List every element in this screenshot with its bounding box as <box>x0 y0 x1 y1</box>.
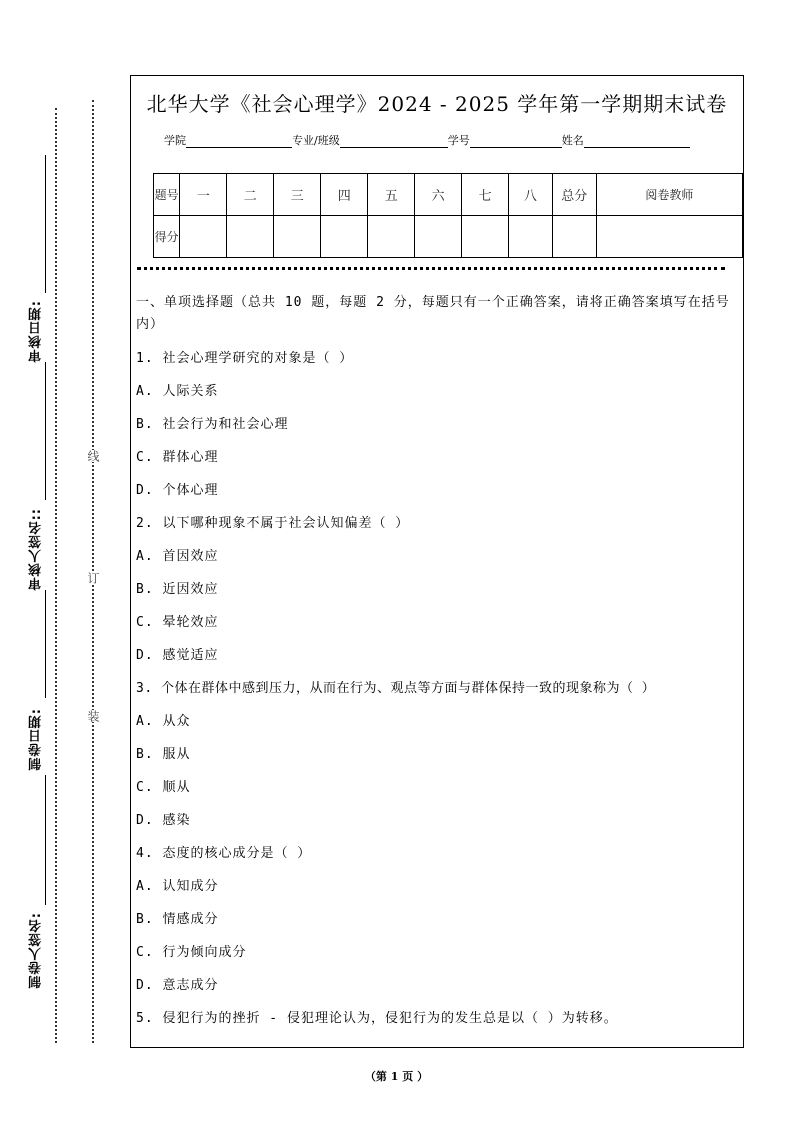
binding-margin <box>0 0 130 1122</box>
signature-line <box>45 155 46 293</box>
option-line: D. 意志成分 <box>136 978 219 993</box>
student-info-row <box>164 132 690 148</box>
score-cell[interactable] <box>509 216 552 258</box>
section1-heading: 一、单项选择题（总共 10 题，每题 2 分，每题只有一个正确答案，请将正确答案填写在括号内） <box>136 295 730 332</box>
option-line: D. 感染 <box>136 813 191 828</box>
score-cell[interactable] <box>321 216 368 258</box>
option-line: A. 从众 <box>136 714 191 729</box>
exam-title: 北华大学《社会心理学》2024 - 2025 学年第一学期期末试卷 <box>146 92 728 116</box>
question-line: 2. 以下哪种现象不属于社会认知偏差（ ） <box>136 516 410 531</box>
column-header: 三 <box>274 174 321 216</box>
option-line: D. 感觉适应 <box>136 648 219 663</box>
column-header: 一 <box>180 174 227 216</box>
paper-maker-signature-label: 制卷人签名: <box>29 912 44 989</box>
option-line: C. 晕轮效应 <box>136 615 219 630</box>
college-field[interactable] <box>186 135 292 148</box>
grader-cell[interactable] <box>596 216 742 258</box>
option-line: C. 群体心理 <box>136 450 219 465</box>
name-field[interactable] <box>584 135 690 148</box>
option-line: A. 认知成分 <box>136 879 219 894</box>
signature-line <box>45 362 46 500</box>
question-line: 1. 社会心理学研究的对象是（ ） <box>136 351 354 366</box>
option-line: A. 人际关系 <box>136 384 219 399</box>
review-date-label: 审核日期: <box>29 300 44 363</box>
student-id-field[interactable] <box>470 135 562 148</box>
column-header: 总分 <box>552 174 596 216</box>
question-number-header: 题号 <box>154 174 180 216</box>
column-header: 二 <box>227 174 274 216</box>
signature-line <box>45 775 46 905</box>
college-label: 学院 <box>164 134 186 147</box>
column-header: 八 <box>509 174 552 216</box>
option-line: A. 首因效应 <box>136 549 219 564</box>
option-line: B. 情感成分 <box>136 912 219 927</box>
option-line: C. 顺从 <box>136 780 191 795</box>
binding-mark-line: 线 <box>86 450 100 462</box>
binding-mark-bind: 装 <box>86 710 100 722</box>
option-line: B. 服从 <box>136 747 191 762</box>
column-header: 五 <box>368 174 415 216</box>
reviewer-signature-label: 审核人签名:: <box>29 508 44 591</box>
name-label: 姓名 <box>561 134 584 147</box>
major-class-field[interactable] <box>340 135 448 148</box>
question-line: 5. 侵犯行为的挫折 - 侵犯理论认为，侵犯行为的发生总是以（ ）为转移。 <box>136 1011 618 1026</box>
signature-line <box>45 590 46 698</box>
column-header: 四 <box>321 174 368 216</box>
score-cell[interactable] <box>462 216 509 258</box>
exam-page-frame <box>130 75 744 1048</box>
score-cell[interactable] <box>415 216 462 258</box>
total-score-cell[interactable] <box>552 216 596 258</box>
option-line: C. 行为倾向成分 <box>136 945 247 960</box>
question-line: 4. 态度的核心成分是（ ） <box>136 846 312 861</box>
column-header: 六 <box>415 174 462 216</box>
score-cell[interactable] <box>368 216 415 258</box>
binding-mark-staple: 订 <box>86 572 100 584</box>
separator-dotted-line <box>137 267 725 270</box>
score-cell[interactable] <box>227 216 274 258</box>
question-line: 3. 个体在群体中感到压力，从而在行为、观点等方面与群体保持一致的现象称为（ ） <box>136 681 656 696</box>
score-table <box>153 173 743 258</box>
student-id-label: 学号 <box>447 134 470 147</box>
major-class-label: 专业/班级 <box>292 134 340 147</box>
option-line: B. 社会行为和社会心理 <box>136 417 289 432</box>
grader-header: 阅卷教师 <box>596 174 742 216</box>
option-line: D. 个体心理 <box>136 483 219 498</box>
score-row-header: 得分 <box>154 216 180 258</box>
margin-dotted-line-inner <box>55 108 57 1043</box>
score-cell[interactable] <box>274 216 321 258</box>
paper-date-label: 制卷日期: <box>29 708 44 771</box>
page-number: （第 1 页 ） <box>364 1070 429 1083</box>
column-header: 七 <box>462 174 509 216</box>
score-cell[interactable] <box>180 216 227 258</box>
option-line: B. 近因效应 <box>136 582 219 597</box>
